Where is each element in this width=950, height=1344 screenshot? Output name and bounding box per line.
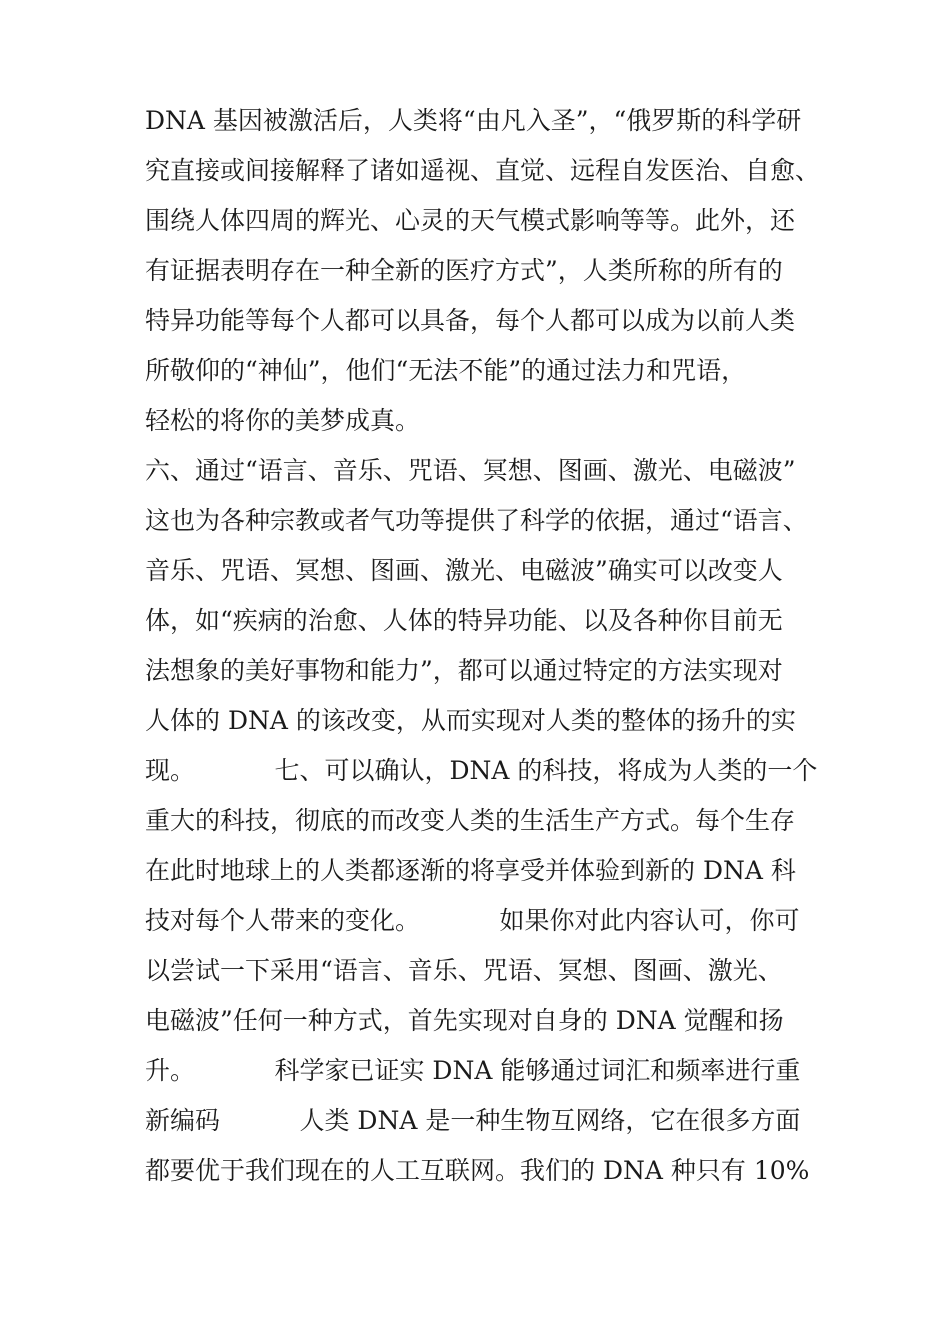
text-line: 音乐、咒语、冥想、图画、激光、电磁波”确实可以改变人 [145, 556, 783, 585]
text-line: 六、通过“语言、音乐、咒语、冥想、图画、激光、电磁波” [145, 456, 796, 485]
text-line: 究直接或间接解释了诸如遥视、直觉、远程自发医治、自愈、 [145, 156, 821, 185]
text-line: 在此时地球上的人类都逐渐的将享受并体验到新的 DNA 科 [145, 856, 796, 885]
text-line: 法想象的美好事物和能力”，都可以通过特定的方法实现对 [145, 656, 783, 685]
text-line: DNA 基因被激活后，人类将“由凡入圣”，“俄罗斯的科学研 [145, 106, 802, 135]
text-line: 技对每个人带来的变化。 如果你对此内容认可，你可 [145, 906, 800, 935]
text-line: 体，如“疾病的治愈、人体的特异功能、以及各种你目前无 [145, 606, 783, 635]
text-line: 轻松的将你的美梦成真。 [145, 406, 421, 435]
text-line: 围绕人体四周的辉光、心灵的天气模式影响等等。此外，还 [145, 206, 796, 235]
text-line: 升。 科学家已证实 DNA 能够通过词汇和频率进行重 [145, 1056, 801, 1085]
text-line: 都要优于我们现在的人工互联网。我们的 DNA 种只有 10% [145, 1156, 810, 1185]
text-line: 有证据表明存在一种全新的医疗方式”，人类所称的所有的 [145, 256, 783, 285]
text-line: 新编码 人类 DNA 是一种生物互网络，它在很多方面 [145, 1106, 801, 1135]
text-line: 电磁波”任何一种方式，首先实现对自身的 DNA 觉醒和扬 [145, 1006, 784, 1035]
text-line: 以尝试一下采用“语言、音乐、咒语、冥想、图画、激光、 [145, 956, 783, 985]
text-line: 人体的 DNA 的该改变，从而实现对人类的整体的扬升的实 [145, 706, 796, 735]
text-line: 这也为各种宗教或者气功等提供了科学的依据，通过“语言、 [145, 506, 808, 535]
body-text [145, 96, 845, 1196]
text-line: 特异功能等每个人都可以具备，每个人都可以成为以前人类 [145, 306, 796, 335]
text-line: 现。 七、可以确认，DNA 的科技，将成为人类的一个 [145, 756, 818, 785]
text-line: 重大的科技，彻底的而改变人类的生活生产方式。每个生存 [145, 806, 796, 835]
text-line: 所敬仰的“神仙”，他们“无法不能”的通过法力和咒语， [145, 356, 747, 385]
